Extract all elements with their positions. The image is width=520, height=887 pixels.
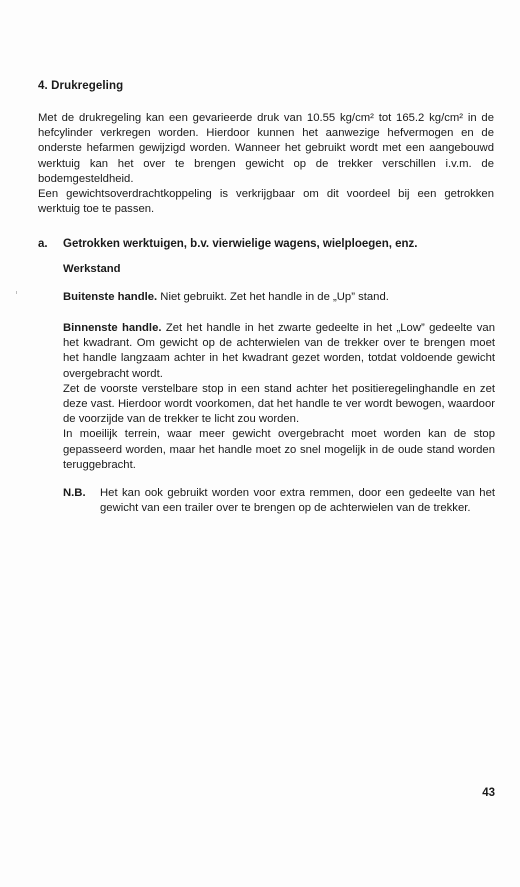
subsection-title: Getrokken werktuigen, b.v. vierwielige wagens, wielploegen, enz. (63, 238, 418, 250)
binnenste-handle-block (63, 321, 495, 473)
subsection-heading (38, 238, 417, 250)
intro-text (38, 111, 494, 217)
stop-paragraph: Zet de voorste verstelbare stop in een stand achter het positieregelinghandle en zet deze vast. Hierdoor wordt voorkomen, dat het handle te ver wordt bewogen, waardoor de voorzijde van de trekker te licht zou worden. (63, 382, 495, 426)
buitenste-handle-label: Buitenste handle. (63, 291, 158, 303)
subsection-letter: a. (38, 238, 48, 250)
buitenste-handle-text: Niet gebruikt. Zet het handle in de „Up” stand. (157, 291, 389, 303)
intro-paragraph-2: Een gewichtsoverdrachtkoppeling is verkrijgbaar om dit voordeel bij een getrokken werktuig toe te passen. (38, 188, 494, 216)
intro-paragraph-1: Met de drukregeling kan een gevarieerde druk van 10.55 kg/cm² tot 165.2 kg/cm² in de hefcylinder verkregen worden. Hierdoor kunnen het aanwezige hefvermogen en de onderste hefarmen gewijzigd worden. Wanneer het gebruikt wordt met een aangebouwd werktuig kan het over te brengen gewicht op de trekker verschillen i.v.m. de bodemgesteldheid. (38, 112, 494, 185)
note-label: N.B. (63, 487, 86, 499)
buitenste-handle-paragraph (63, 290, 495, 305)
werkstand-heading: Werkstand (63, 263, 121, 275)
terrain-paragraph: In moeilijk terrein, waar meer gewicht overgebracht moet worden kan de stop gepasseerd worden, maar het handle moet zo snel mogelijk in de oude stand worden teruggebracht. (63, 428, 495, 471)
page-number: 43 (482, 787, 495, 799)
binnenste-handle-text: Zet het handle in het zwarte gedeelte in het „Low” gedeelte van het kwadrant. Om gewicht op de achterwielen van de trekker over te brengen moet het handle langzaam achter in het kwadrant gezet worden, totdat voldoende gewicht overgebracht wordt. (63, 322, 495, 380)
note-block (63, 486, 495, 516)
binnenste-handle-label: Binnenste handle. (63, 322, 162, 334)
section-heading: 4. Drukregeling (38, 80, 124, 92)
note-text: Het kan ook gebruikt worden voor extra remmen, door een gedeelte van het gewicht van een trailer over te brengen op de achterwielen van de trekker. (100, 487, 495, 515)
binnenste-handle-paragraph (63, 321, 495, 382)
margin-mark (16, 291, 17, 294)
